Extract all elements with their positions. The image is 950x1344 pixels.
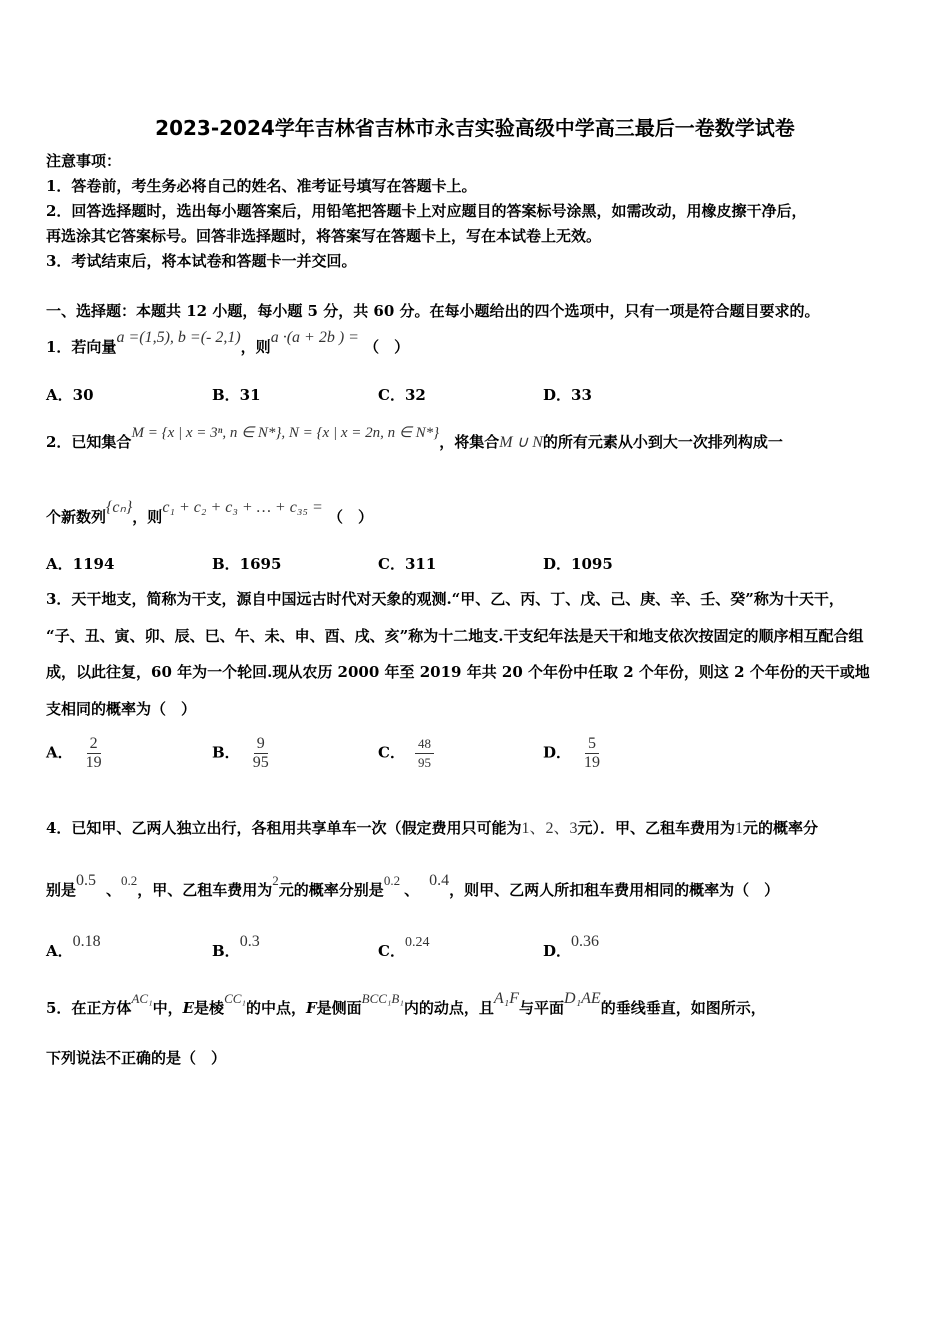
q3-option-b-fraction: $\frac{9}{95}$ bbox=[252, 735, 269, 771]
q2-option-a: A．1194 bbox=[46, 555, 115, 573]
q4-option-b: B．0.3 bbox=[212, 933, 260, 960]
q5-math-cube: AC₁ bbox=[131, 991, 153, 1006]
q2-math-sum: c₁ + c₂ + c₃ + … + c₃₅ = bbox=[162, 499, 323, 516]
q1-math-vectors: a =(1,5), b =(- 2,1) bbox=[116, 329, 241, 346]
q1-option-b: B．31 bbox=[212, 386, 261, 404]
q1-option-c: C．32 bbox=[378, 386, 426, 404]
question-3-line-1: 3．天干地支，简称为干支，源自中国远古时代对天象的观测.“甲、乙、丙、丁、戊、己、庚、辛、壬、癸”称为十天干， bbox=[46, 590, 844, 608]
q5-math-line: A₁F bbox=[493, 990, 520, 1007]
page-title: 2023-2024学年吉林省吉林市永吉实验高级中学高三最后一卷数学试卷 bbox=[155, 116, 795, 140]
question-4-line-1: 4．已知甲、乙两人独立出行，各租用共享单车一次（假定费用只可能为1、2、3元）．甲、乙租车费用为1元的概率分 bbox=[46, 819, 818, 837]
question-2-line-2 bbox=[46, 499, 910, 529]
question-4-line-2: 别是0.5、0.2，甲、乙租车费用为2元的概率分别是0.2、0.4，则甲、乙两人所扣租车费用相同的概率为（ ） bbox=[46, 872, 780, 899]
q4-option-a: A．0.18 bbox=[46, 933, 101, 960]
q1-option-a: A．30 bbox=[46, 386, 94, 404]
q4-prob-4: 0.4 bbox=[429, 872, 450, 889]
question-1 bbox=[46, 329, 910, 359]
q4-option-c: C．0.24 bbox=[378, 935, 430, 960]
q1-mid: ，则 bbox=[240, 338, 271, 356]
q1-math-expr: a ·(a + 2b ) = bbox=[270, 329, 359, 346]
q2-line2-post: （ ） bbox=[327, 508, 373, 526]
q2-option-d: D．1095 bbox=[543, 555, 613, 573]
section-heading: 一、选择题：本题共 12 小题，每小题 5 分，共 60 分。在每小题给出的四个选项中，只有一项是符合题目要求的。 bbox=[46, 302, 820, 320]
notice-item-1: 1．答卷前，考生务必将自己的姓名、准考证号填写在答题卡上。 bbox=[46, 177, 477, 195]
notice-item-2-cont: 再选涂其它答案标号。回答非选择题时，将答案写在答题卡上，写在本试卷上无效。 bbox=[46, 227, 602, 245]
q4-fee-values: 1、2、3 bbox=[521, 820, 578, 837]
q5-math-plane: D₁AE bbox=[564, 990, 601, 1007]
q2-post: 的所有元素从小到大一次排列构成一 bbox=[542, 433, 783, 451]
q3-option-d-fraction: $\frac{5}{19}$ bbox=[584, 735, 601, 771]
q4-fee-two: 2 bbox=[272, 873, 279, 888]
q2-pre: 2．已知集合 bbox=[46, 433, 132, 451]
q4-fee-one: 1 bbox=[734, 820, 743, 837]
q2-math-sets: M = {x | x = 3ⁿ, n ∈ N*}, N = {x | x = 2n, n ∈ N*} bbox=[131, 425, 440, 441]
q3-option-d: D． $\frac{5}{19}$ bbox=[543, 735, 603, 772]
q2-option-c: C．311 bbox=[378, 555, 437, 573]
q2-option-b: B．1695 bbox=[212, 555, 282, 573]
q5-point-f: F bbox=[305, 999, 317, 1017]
q1-option-d: D．33 bbox=[543, 386, 592, 404]
q3-option-c: C． $\frac{48}{95}$ bbox=[378, 735, 434, 772]
question-3-line-4: 支相同的概率为（ ） bbox=[46, 700, 197, 718]
question-3-line-3: 成，以此往复，60 年为一个轮回.现从农历 2000 年至 2019 年共 20 个年份中任取 2 个年份，则这 2 个年份的天干或地 bbox=[46, 663, 870, 681]
q3-option-c-fraction: $\frac{48}{95}$ bbox=[415, 735, 434, 772]
notice-heading: 注意事项： bbox=[46, 152, 122, 170]
q2-math-union: M ∪ N bbox=[499, 434, 543, 451]
q5-math-edge: CC₁ bbox=[224, 991, 246, 1006]
q2-math-seq: {cₙ} bbox=[106, 499, 133, 516]
q5-point-e: E bbox=[182, 999, 195, 1017]
question-5-line-1: 5．在正方体AC₁中，E是棱CC₁的中点，F是侧面BCC₁B₁内的动点，且A₁F与平面D₁AE的垂线垂直，如图所示， bbox=[46, 990, 766, 1017]
notice-item-3: 3．考试结束后，将本试卷和答题卡一并交回。 bbox=[46, 252, 357, 270]
q4-prob-1: 0.5 bbox=[76, 872, 97, 889]
q4-prob-2: 0.2 bbox=[121, 873, 138, 888]
question-5-line-2: 下列说法不正确的是（ ） bbox=[46, 1049, 227, 1067]
q3-option-a-fraction: $\frac{2}{19}$ bbox=[85, 735, 102, 771]
question-3-line-2: “子、丑、寅、卯、辰、巳、午、未、申、酉、戌、亥”称为十二地支.干支纪年法是天干和地支依次按固定的顺序相互配合组 bbox=[46, 627, 864, 645]
q4-prob-3: 0.2 bbox=[383, 873, 401, 888]
q2-mid: ，将集合 bbox=[439, 433, 500, 451]
notice-item-2: 2．回答选择题时，选出每小题答案后，用铅笔把答题卡上对应题目的答案标号涂黑，如需改动，用橡皮擦干净后， bbox=[46, 202, 807, 220]
q1-pre: 1．若向量 bbox=[46, 338, 117, 356]
question-2-line-1 bbox=[46, 425, 910, 454]
q3-option-a: A． $\frac{2}{19}$ bbox=[46, 735, 105, 772]
q5-math-face: BCC₁B₁ bbox=[361, 991, 404, 1006]
q4-option-d: D．0.36 bbox=[543, 933, 600, 960]
q2-line2-pre: 个新数列 bbox=[46, 508, 107, 526]
q1-post: （ ） bbox=[364, 338, 410, 356]
q3-option-b: B． $\frac{9}{95}$ bbox=[212, 735, 272, 772]
q2-line2-mid: ，则 bbox=[132, 508, 163, 526]
